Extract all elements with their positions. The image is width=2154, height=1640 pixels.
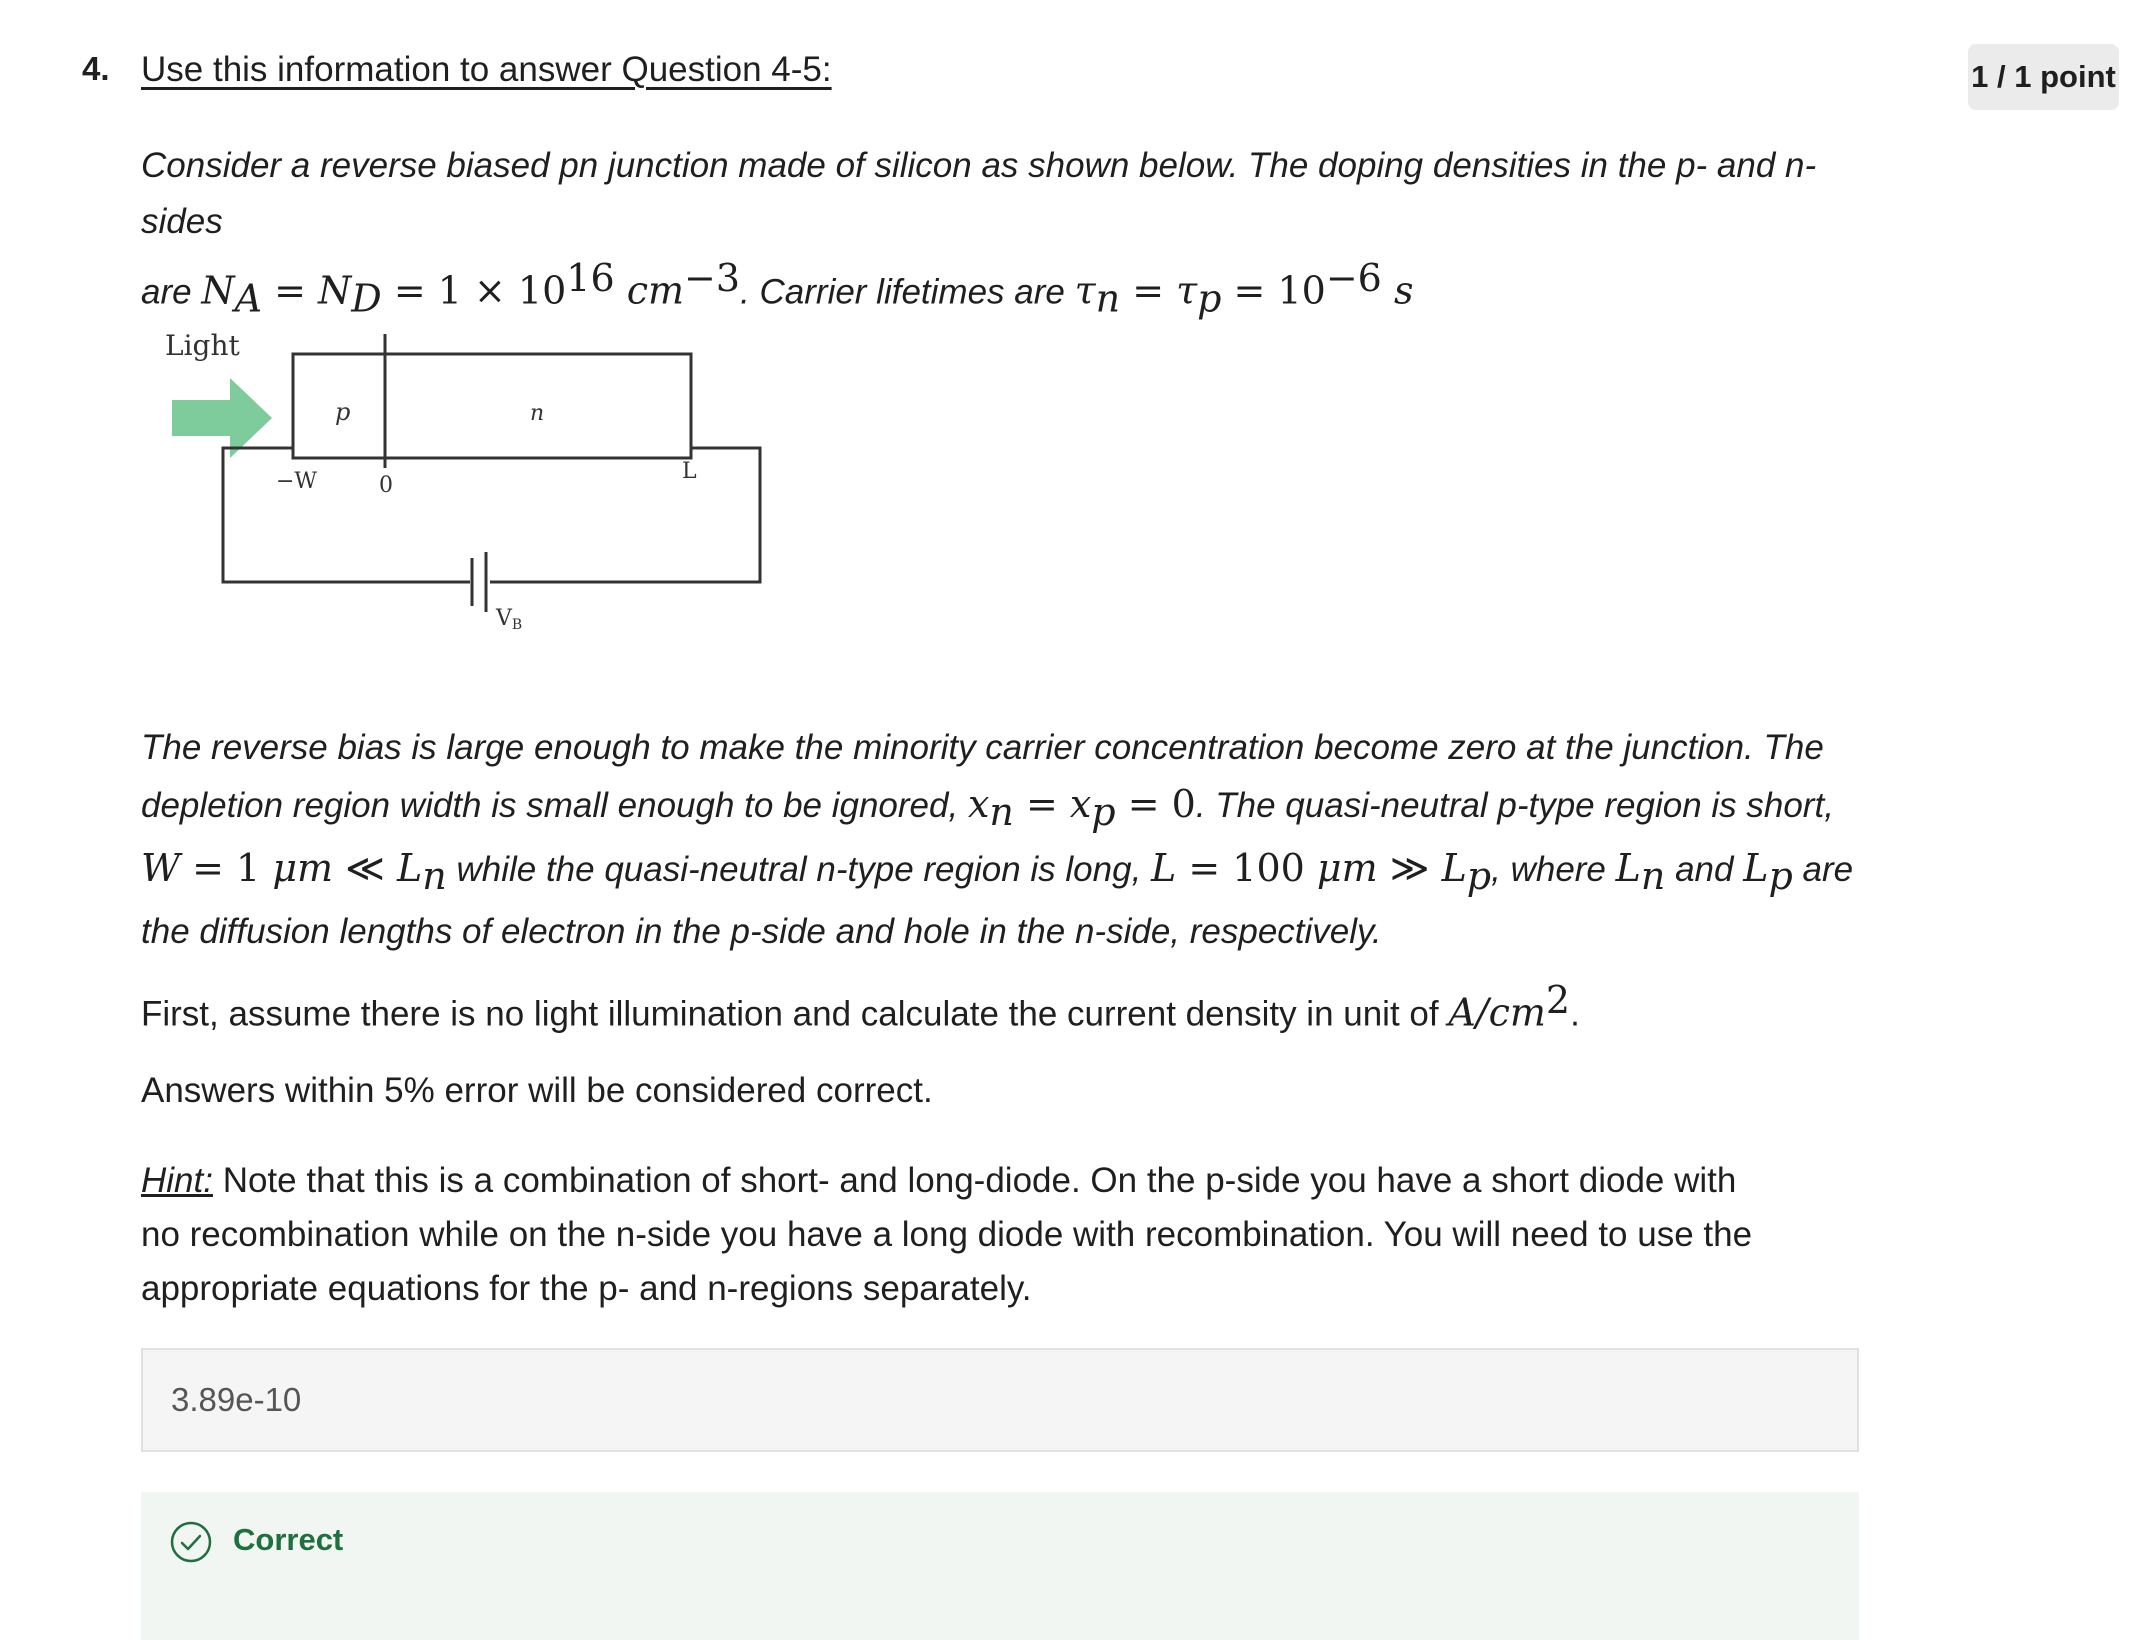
light-arrow-icon [172, 378, 272, 458]
tolerance-text: Answers within 5% error will be considered correct. [141, 1071, 933, 1110]
pn-block [293, 354, 691, 458]
answer-input[interactable]: 3.89e-10 [141, 1348, 1859, 1452]
zero-label: 0 [379, 473, 393, 498]
question-title: Use this information to answer Question 4-5: [141, 50, 832, 89]
desc-line-2: depletion region width is small enough to be ignored, $x_n = x_p = 0$. The quasi-neutral p-type region is short, [141, 782, 1834, 834]
hint-paragraph [141, 1154, 1781, 1316]
n-label: n [530, 401, 545, 426]
points-badge: 1 / 1 point [1968, 44, 2119, 110]
intro-line-2: are $N_A = N_D = 1 \times 10^{16}$ $cm^{-3}$. Carrier lifetimes are $\tau_n = \tau_p = 10^{-6}$ s [141, 256, 1414, 321]
desc-line-1: The reverse bias is large enough to make the minority carrier concentration become zero at the junction. The [141, 728, 1824, 767]
wire-left [223, 448, 470, 582]
minus-w-label: −W [276, 469, 318, 494]
hint-text: Note that this is a combination of short- and long-diode. On the p-side you have a short diode with no recombination while on the n-side you have a long diode with recombination. You will need to use the appropriate equations for the p- and n-regions separately. [141, 1161, 1753, 1308]
feedback-box [141, 1492, 1859, 1640]
desc-line-4: the diffusion lengths of electron in the p-side and hole in the n-side, respectively. [141, 912, 1382, 951]
description-paragraph [141, 720, 1871, 960]
p-label: p [335, 398, 351, 426]
l-label: L [682, 459, 697, 484]
pn-junction-diagram [160, 320, 770, 650]
intro-paragraph [141, 138, 1871, 327]
intro-line-1: Consider a reverse biased pn junction made of silicon as shown below. The doping densities in the p- and n-sides [141, 146, 1817, 241]
instruction-text: First, assume there is no light illumination and calculate the current density in unit of $A/cm^2$. [141, 978, 1580, 1035]
light-label: Light [165, 329, 240, 362]
wire-right [490, 448, 760, 582]
hint-label: Hint: [141, 1161, 213, 1200]
vb-label: VB [496, 606, 523, 633]
feedback-label: Correct [233, 1522, 344, 1557]
desc-line-3: W = 1 μm ≪ $L_n$ while the quasi-neutral n-type region is long, L = 100 μm ≫ $L_p$, where $L_n$ and $L_p$ are [141, 846, 1854, 898]
check-circle-icon [169, 1520, 213, 1564]
question-number: 4. [82, 50, 110, 87]
